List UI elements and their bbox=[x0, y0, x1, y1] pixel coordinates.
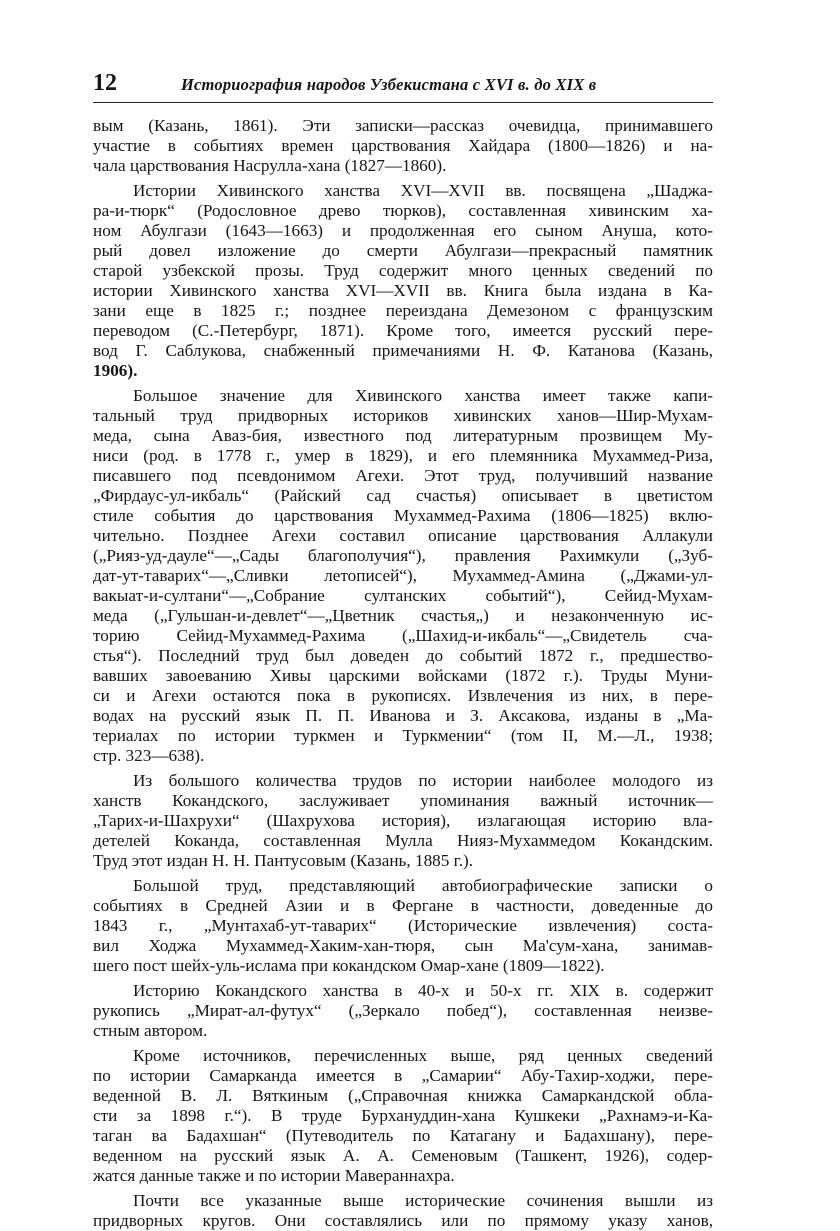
paragraph bbox=[93, 1191, 713, 1231]
paragraph bbox=[93, 1046, 713, 1186]
text-line: стр. 323—638). bbox=[93, 746, 205, 765]
text-line: рый довел изложение до смерти Абулгази—прекрасный памятник bbox=[93, 241, 713, 260]
text-line: старой узбекской прозы. Труд содержит много ценных сведений по bbox=[93, 261, 713, 280]
text-line: веденном на русский язык А. А. Семеновым (Ташкент, 1926), содер- bbox=[93, 1146, 713, 1165]
paragraph bbox=[93, 876, 713, 976]
text-line: чительно. Позднее Агехи составил описание царствования Аллакули bbox=[93, 526, 713, 545]
text-line: „Тарих-и-Шахрухи“ (Шахрухова история), излагающая историю вла- bbox=[93, 811, 713, 830]
text-line: Историю Кокандского ханства в 40-х и 50-х гг. XIX в. содержит bbox=[133, 981, 713, 1000]
text-line: Почти все указанные выше исторические сочинения вышли из bbox=[133, 1191, 713, 1210]
page-header bbox=[93, 70, 713, 103]
text-line: рукопись „Мират-ал-футух“ („Зеркало побед“), составленная неизве- bbox=[93, 1001, 713, 1020]
book-page bbox=[93, 70, 713, 1231]
text-line: Большой труд, представляющий автобиографические записки о bbox=[133, 876, 713, 895]
text-line: по истории Самарканда имеется в „Самарии“ Абу-Тахир-ходжи, пере- bbox=[93, 1066, 713, 1085]
text-line: вавших завоеванию Хивы царскими войсками (1872 г.). Труды Муни- bbox=[93, 666, 713, 685]
body-text bbox=[93, 116, 713, 1231]
text-line: меда, сына Аваз-бия, известного под литературным прозвищем Му- bbox=[93, 426, 713, 445]
running-title: Историография народов Узбекистана с XVI в. до XIX в bbox=[181, 75, 597, 94]
text-line: жатся данные также и по истории Мавераннахра. bbox=[93, 1166, 455, 1185]
text-line: 1906). bbox=[93, 361, 138, 380]
text-line: стья“). Последний труд был доведен до событий 1872 г., предшество- bbox=[93, 646, 713, 665]
text-line: участие в событиях времен царствования Хайдара (1800—1826) и на- bbox=[93, 136, 713, 155]
text-line: придворных кругов. Они составлялись или по прямому указу ханов, bbox=[93, 1211, 713, 1230]
text-line: переводом (С.-Петербург, 1871). Кроме того, имеется русский пере- bbox=[93, 321, 713, 340]
text-line: водах на русский язык П. П. Иванова и З. Аксакова, изданы в „Ма- bbox=[93, 706, 713, 725]
text-line: Истории Хивинского ханства XVI—XVII вв. посвящена „Шаджа- bbox=[133, 181, 713, 200]
text-line: Кроме источников, перечисленных выше, ряд ценных сведений bbox=[133, 1046, 713, 1065]
text-line: стиле события до царствования Мухаммед-Рахима (1806—1825) вклю- bbox=[93, 506, 713, 525]
text-line: событиях в Средней Азии и в Фергане в частности, доведенные до bbox=[93, 896, 713, 915]
text-line: тальный труд придворных историков хивинских ханов—Шир-Мухам- bbox=[93, 406, 713, 425]
text-line: шего пост шейх-уль-ислама при кокандском Омар-хане (1809—1822). bbox=[93, 956, 605, 975]
text-line: стным автором. bbox=[93, 1021, 208, 1040]
text-line: ра-и-тюрк“ (Родословное древо тюрков), составленная хивинским ха- bbox=[93, 201, 713, 220]
text-line: таган ва Бадахшан“ (Путеводитель по Катагану и Бадахшану), пере- bbox=[93, 1126, 713, 1145]
text-line: меда („Гульшан-и-девлет“—„Цветник счастья„) и незаконченную ис- bbox=[93, 606, 713, 625]
text-line: Из большого количества трудов по истории наиболее молодого из bbox=[133, 771, 713, 790]
paragraph bbox=[93, 981, 713, 1041]
text-line: си и Агехи остаются пока в рукописях. Извлечения из них, в пере- bbox=[93, 686, 713, 705]
paragraph bbox=[93, 386, 713, 766]
text-line: зани еще в 1825 г.; позднее переиздана Демезоном с французским bbox=[93, 301, 713, 320]
text-line: териалах по истории туркмен и Туркмении“ (том II, М.—Л., 1938; bbox=[93, 726, 713, 745]
text-line: веденной В. Л. Вяткиным („Справочная книжка Самаркандской обла- bbox=[93, 1086, 713, 1105]
text-line: писавшего под псевдонимом Агехи. Этот труд, получивший название bbox=[93, 466, 713, 485]
text-line: ханств Кокандского, заслуживает упоминания важный источник— bbox=[93, 791, 713, 810]
text-line: ном Абулгази (1643—1663) и продолженная его сыном Ануша, кото- bbox=[93, 221, 713, 240]
text-line: торию Сейид-Мухаммед-Рахима („Шахид-и-икбаль“—„Свидетель сча- bbox=[93, 626, 713, 645]
paragraph bbox=[93, 771, 713, 871]
text-line: вод Г. Саблукова, снабженный примечаниями Н. Ф. Катанова (Казань, bbox=[93, 341, 713, 360]
text-line: 1843 г., „Мунтахаб-ут-таварих“ (Исторические извлечения) соста- bbox=[93, 916, 713, 935]
text-line: вым (Казань, 1861). Эти записки—рассказ очевидца, принимавшего bbox=[93, 116, 713, 135]
page-number: 12 bbox=[93, 70, 117, 96]
text-line: детелей Коканда, составленная Мулла Нияз-Мухаммедом Кокандским. bbox=[93, 831, 713, 850]
paragraph bbox=[93, 181, 713, 381]
paragraph bbox=[93, 116, 713, 176]
text-line: дат-ут-таварих“—„Сливки летописей“), Мухаммед-Амина („Джами-ул- bbox=[93, 566, 713, 585]
text-line: Большое значение для Хивинского ханства имеет также капи- bbox=[133, 386, 713, 405]
text-line: ниси (род. в 1778 г., умер в 1829), и его племянника Мухаммед-Риза, bbox=[93, 446, 713, 465]
text-line: Труд этот издан Н. Н. Пантусовым (Казань, 1885 г.). bbox=[93, 851, 474, 870]
text-line: („Рияз-уд-дауле“—„Сады благополучия“), правления Рахимкули („Зуб- bbox=[93, 546, 713, 565]
text-line: вакыат-и-султани“—„Собрание султанских событий“), Сейид-Мухам- bbox=[93, 586, 713, 605]
text-line: „Фирдаус-ул-икбаль“ (Райский сад счастья) описывает в цветистом bbox=[93, 486, 713, 505]
text-line: чала царствования Насрулла-хана (1827—1860). bbox=[93, 156, 447, 175]
text-line: вил Ходжа Мухаммед-Хаким-хан-тюря, сын Ма'сум-хана, занимав- bbox=[93, 936, 713, 955]
text-line: сти за 1898 г.“). В труде Бурхануддин-хана Кушкеки „Рахнамэ-и-Ка- bbox=[93, 1106, 713, 1125]
text-line: истории Хивинского ханства XVI—XVII вв. Книга была издана в Ка- bbox=[93, 281, 713, 300]
